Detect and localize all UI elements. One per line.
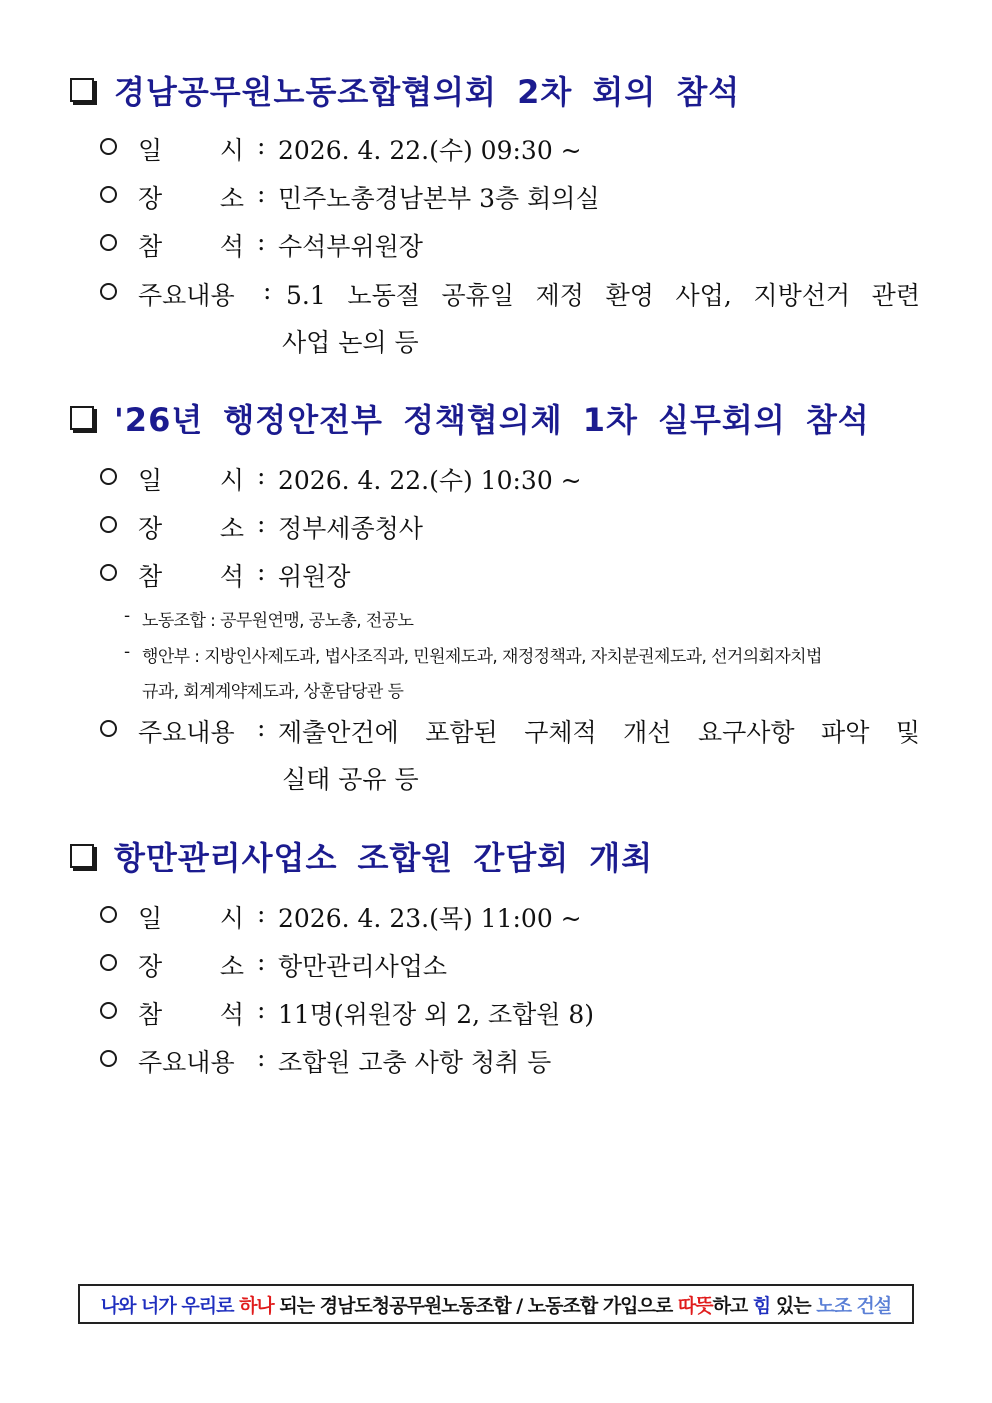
row-content [100,1040,920,1080]
circle-bullet-icon [100,720,117,737]
circle-bullet-icon [100,1050,117,1067]
sub-item-text: 규과, 회계계약제도과, 상훈담당관 등 [142,682,404,702]
circle-bullet-icon [100,138,117,155]
date-label: 일 시 [138,904,244,933]
place-value: 항만관리사업소 [278,952,448,981]
row-place [100,176,920,216]
footer-slogan [78,1284,914,1324]
section-2-header [70,398,870,438]
content-label: 주요내용 [138,1048,235,1077]
circle-bullet-icon [100,283,117,300]
row-attend [100,992,920,1032]
attend-value: 수석부위원장 [278,232,423,261]
checkbox-square-icon [70,406,94,430]
dash: - [124,642,131,662]
attend-label: 참 석 [138,1000,244,1029]
circle-bullet-icon [100,954,117,971]
checkbox-square-icon [70,844,94,868]
slogan-part: 되는 경남도청공무원노동조합 / 노동조합 가입으로 [273,1294,678,1317]
colon: : [257,227,266,256]
slogan-part: 하고 [712,1294,753,1317]
row-content [100,710,920,750]
date-value: 2026. 4. 22.(수) 09:30 ~ [278,136,582,165]
colon: : [257,899,266,928]
place-label: 장 소 [138,184,244,213]
section-1-title: 경남공무원노동조합협의회 2차 회의 참석 [114,73,741,111]
circle-bullet-icon [100,468,117,485]
circle-bullet-icon [100,564,117,581]
content-continued: 실태 공유 등 [282,765,419,794]
checkbox-square-icon [70,78,94,102]
colon: : [257,509,266,538]
section-1-header [70,70,740,110]
circle-bullet-icon [100,1002,117,1019]
sub-item-text: 행안부 : 지방인사제도과, 법사조직과, 민원제도과, 재정정책과, 자치분권제도과, 선거의회자치법 [142,647,822,667]
row-date [100,128,920,168]
date-value: 2026. 4. 23.(목) 11:00 ~ [278,904,582,933]
circle-bullet-icon [100,516,117,533]
slogan-part: 나와 너가 우리로 [100,1294,240,1317]
slogan-part: 힘 [752,1294,771,1317]
colon: : [257,179,266,208]
attend-label: 참 석 [138,562,244,591]
circle-bullet-icon [100,234,117,251]
content-continued: 사업 논의 등 [282,328,419,357]
colon: : [257,131,266,160]
place-label: 장 소 [138,952,244,981]
attend-value: 11명(위원장 외 2, 조합원 8) [278,1000,595,1029]
colon: : [257,1043,266,1072]
date-label: 일 시 [138,466,244,495]
place-value: 정부세종청사 [278,514,423,543]
sub-item-text: 노동조합 : 공무원연맹, 공노총, 전공노 [142,611,414,631]
row-place [100,506,920,546]
row-attend [100,224,920,264]
section-3-header [70,836,653,876]
content-label: 주요내용 [138,718,235,747]
content-value: 조합원 고충 사항 청취 등 [278,1048,552,1077]
content-value: 5.1 노동절 공휴일 제정 환영 사업, 지방선거 관련 [286,281,920,310]
circle-bullet-icon [100,186,117,203]
section-3-title: 항만관리사업소 조합원 간담회 개최 [114,839,654,877]
colon: : [257,713,266,742]
row-date [100,458,920,498]
date-label: 일 시 [138,136,244,165]
row-date [100,896,920,936]
colon: : [257,557,266,586]
date-value: 2026. 4. 22.(수) 10:30 ~ [278,466,582,495]
section-2-title: '26년 행정안전부 정책협의체 1차 실무회의 참석 [114,401,870,439]
row-attend [100,554,920,594]
content-label: 주요내용 [138,281,235,310]
attend-label: 참 석 [138,232,244,261]
attend-value: 위원장 [278,562,351,591]
slogan-part: 하나 [239,1294,274,1317]
slogan-part: 따뜻 [677,1294,713,1317]
place-label: 장 소 [138,514,244,543]
colon: : [263,276,272,305]
content-value: 제출안건에 포함된 구체적 개선 요구사항 파악 및 [278,718,920,747]
row-content [100,273,920,313]
place-value: 민주노총경남본부 3층 회의실 [278,184,600,213]
slogan-part: 노조 건설 [816,1294,892,1317]
colon: : [257,995,266,1024]
slogan-part: 있는 [770,1294,817,1317]
row-place [100,944,920,984]
circle-bullet-icon [100,906,117,923]
colon: : [257,461,266,490]
colon: : [257,947,266,976]
dash: - [124,606,131,626]
